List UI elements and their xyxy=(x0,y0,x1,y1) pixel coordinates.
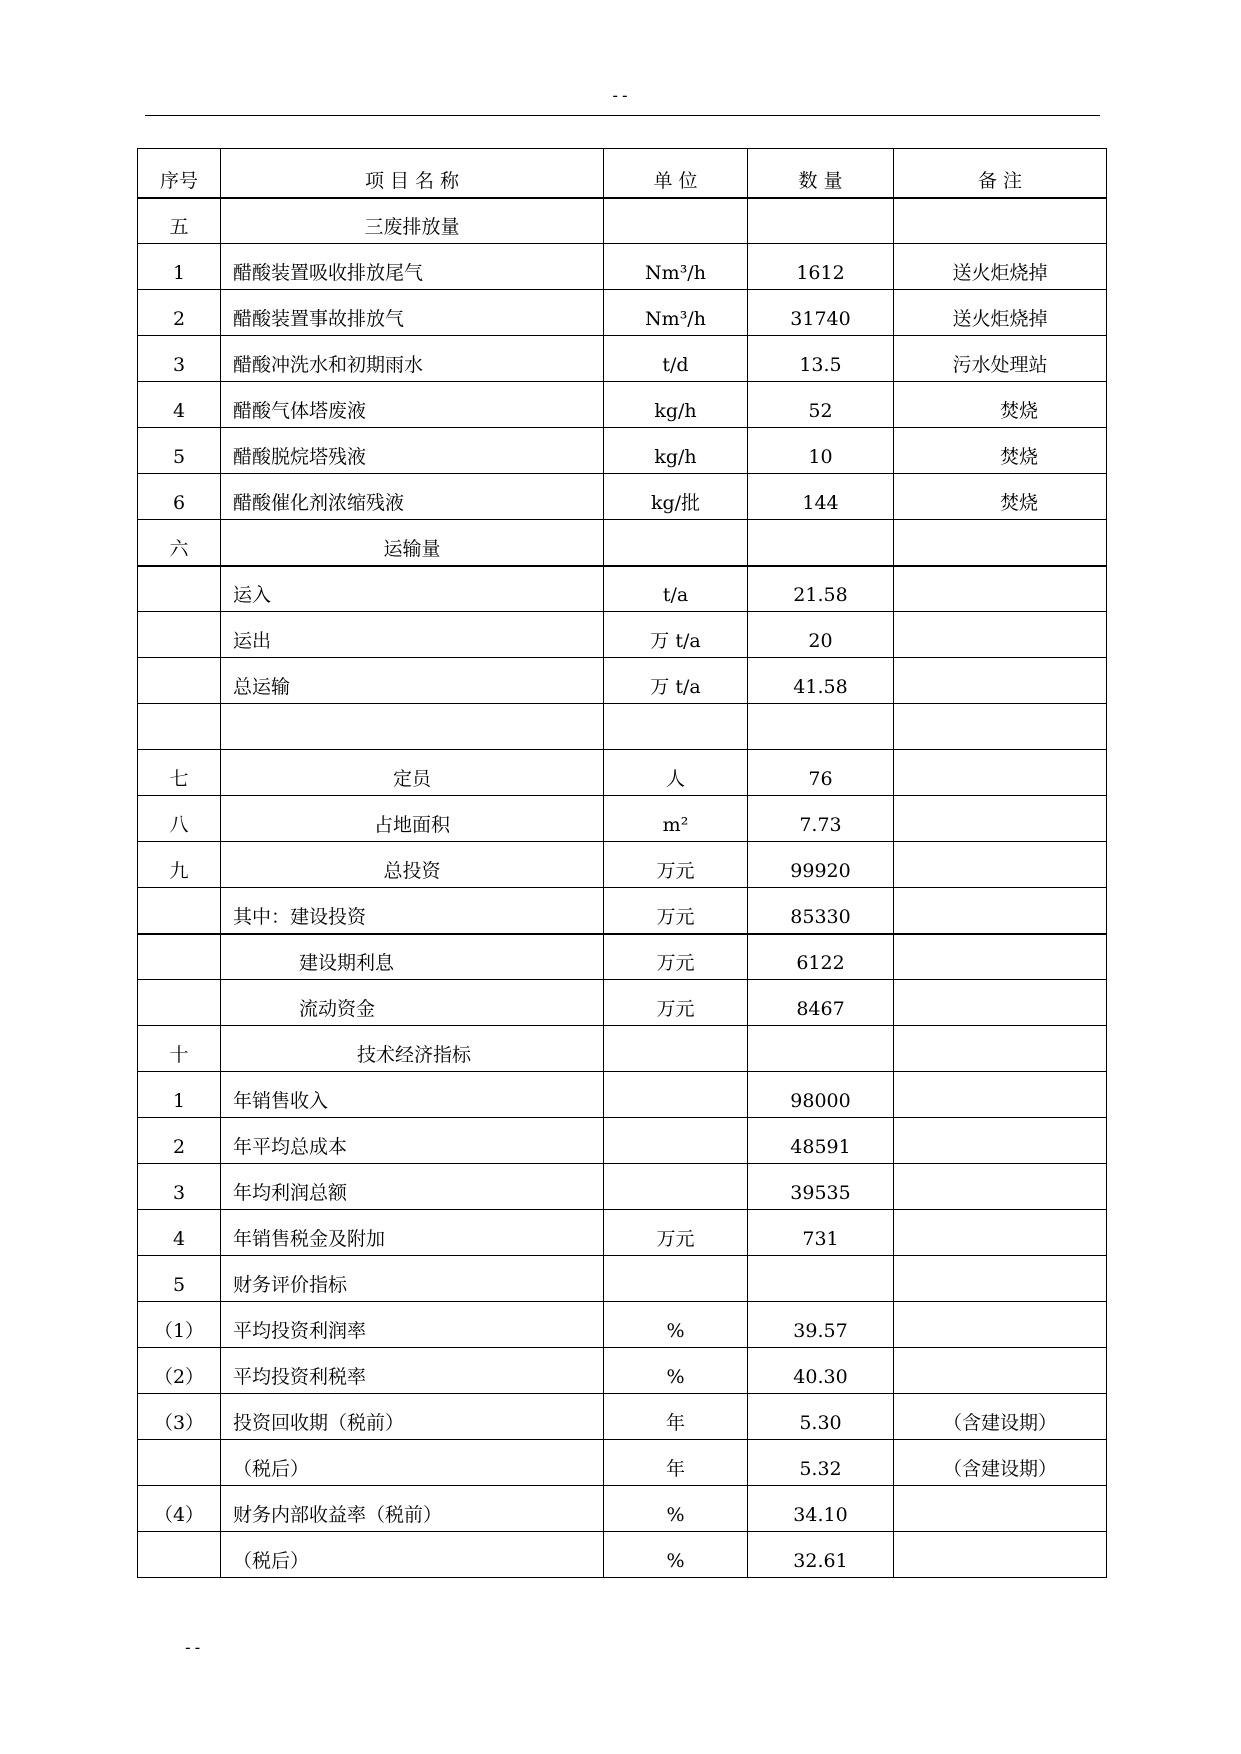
cell-unit: 万元 xyxy=(604,842,748,888)
table-row xyxy=(138,1440,1107,1486)
cell-unit xyxy=(604,1256,748,1302)
cell-unit: % xyxy=(604,1532,748,1578)
cell-seq xyxy=(138,980,221,1026)
table-row xyxy=(138,428,1107,474)
cell-seq: 1 xyxy=(138,1072,221,1118)
cell-remark xyxy=(894,1486,1107,1532)
cell-qty: 10 xyxy=(748,428,894,474)
cell-qty: 48591 xyxy=(748,1118,894,1164)
cell-unit: kg/h xyxy=(604,428,748,474)
cell-name xyxy=(221,704,604,750)
cell-qty: 39.57 xyxy=(748,1302,894,1348)
cell-unit: % xyxy=(604,1302,748,1348)
cell-name: 年销售收入 xyxy=(221,1072,604,1118)
cell-qty xyxy=(748,198,894,244)
cell-unit: 年 xyxy=(604,1394,748,1440)
cell-unit xyxy=(604,520,748,566)
cell-remark xyxy=(894,1256,1107,1302)
cell-qty: 34.10 xyxy=(748,1486,894,1532)
table-row xyxy=(138,934,1107,980)
cell-seq: 七 xyxy=(138,750,221,796)
table-row xyxy=(138,1532,1107,1578)
cell-seq xyxy=(138,704,221,750)
cell-qty: 20 xyxy=(748,612,894,658)
cell-seq xyxy=(138,1532,221,1578)
table-row xyxy=(138,336,1107,382)
cell-unit: 万元 xyxy=(604,934,748,980)
cell-seq: 5 xyxy=(138,1256,221,1302)
table-row xyxy=(138,1072,1107,1118)
header-name: 项 目 名 称 xyxy=(221,149,604,198)
page-header-mark: -- xyxy=(610,86,630,105)
cell-name: （税后） xyxy=(221,1440,604,1486)
cell-name: 总运输 xyxy=(221,658,604,704)
cell-unit: kg/h xyxy=(604,382,748,428)
cell-remark xyxy=(894,658,1107,704)
cell-remark xyxy=(894,980,1107,1026)
cell-remark xyxy=(894,1210,1107,1256)
cell-qty: 13.5 xyxy=(748,336,894,382)
cell-remark xyxy=(894,1164,1107,1210)
cell-unit xyxy=(604,1072,748,1118)
cell-remark xyxy=(894,704,1107,750)
cell-qty: 6122 xyxy=(748,934,894,980)
cell-seq: 3 xyxy=(138,1164,221,1210)
cell-unit xyxy=(604,1164,748,1210)
cell-unit: Nm³/h xyxy=(604,290,748,336)
cell-seq xyxy=(138,888,221,934)
cell-remark xyxy=(894,888,1107,934)
cell-remark xyxy=(894,1118,1107,1164)
cell-name: 流动资金 xyxy=(221,980,604,1026)
cell-name: 平均投资利润率 xyxy=(221,1302,604,1348)
cell-unit: Nm³/h xyxy=(604,244,748,290)
table-row xyxy=(138,980,1107,1026)
cell-seq: 1 xyxy=(138,244,221,290)
table-header-row xyxy=(138,149,1107,198)
cell-qty: 85330 xyxy=(748,888,894,934)
cell-qty: 98000 xyxy=(748,1072,894,1118)
cell-remark: 焚烧 xyxy=(894,428,1107,474)
cell-seq: （4） xyxy=(138,1486,221,1532)
cell-remark: 送火炬烧掉 xyxy=(894,290,1107,336)
table-row xyxy=(138,474,1107,520)
cell-remark xyxy=(894,1072,1107,1118)
cell-seq: （2） xyxy=(138,1348,221,1394)
table-row xyxy=(138,382,1107,428)
cell-seq: （1） xyxy=(138,1302,221,1348)
cell-name: 醋酸气体塔废液 xyxy=(221,382,604,428)
cell-name: 财务评价指标 xyxy=(221,1256,604,1302)
cell-name: 年均利润总额 xyxy=(221,1164,604,1210)
cell-unit: kg/批 xyxy=(604,474,748,520)
cell-qty: 144 xyxy=(748,474,894,520)
cell-name: 运入 xyxy=(221,566,604,612)
cell-name: 技术经济指标 xyxy=(221,1026,604,1072)
cell-qty: 5.30 xyxy=(748,1394,894,1440)
header-remark: 备 注 xyxy=(894,149,1107,198)
cell-qty: 21.58 xyxy=(748,566,894,612)
table-row xyxy=(138,750,1107,796)
cell-seq xyxy=(138,934,221,980)
cell-qty: 52 xyxy=(748,382,894,428)
cell-unit: 万 t/a xyxy=(604,612,748,658)
cell-seq: 五 xyxy=(138,198,221,244)
table-row xyxy=(138,1210,1107,1256)
table-row xyxy=(138,842,1107,888)
cell-remark: 焚烧 xyxy=(894,382,1107,428)
cell-remark xyxy=(894,750,1107,796)
cell-qty: 32.61 xyxy=(748,1532,894,1578)
table-row xyxy=(138,704,1107,750)
cell-name: 年销售税金及附加 xyxy=(221,1210,604,1256)
cell-name: 醋酸催化剂浓缩残液 xyxy=(221,474,604,520)
cell-seq xyxy=(138,566,221,612)
cell-qty: 39535 xyxy=(748,1164,894,1210)
cell-seq xyxy=(138,658,221,704)
table-row xyxy=(138,198,1107,244)
cell-name: 平均投资利税率 xyxy=(221,1348,604,1394)
cell-qty: 731 xyxy=(748,1210,894,1256)
cell-remark xyxy=(894,1532,1107,1578)
cell-seq xyxy=(138,612,221,658)
cell-remark xyxy=(894,1302,1107,1348)
cell-unit: t/a xyxy=(604,566,748,612)
table-row xyxy=(138,244,1107,290)
cell-remark: 送火炬烧掉 xyxy=(894,244,1107,290)
cell-remark: 污水处理站 xyxy=(894,336,1107,382)
cell-qty: 31740 xyxy=(748,290,894,336)
table-row xyxy=(138,1026,1107,1072)
cell-qty: 7.73 xyxy=(748,796,894,842)
cell-qty: 41.58 xyxy=(748,658,894,704)
table-row xyxy=(138,566,1107,612)
cell-name: 醋酸冲洗水和初期雨水 xyxy=(221,336,604,382)
cell-seq: 八 xyxy=(138,796,221,842)
table-row xyxy=(138,1394,1107,1440)
cell-qty: 8467 xyxy=(748,980,894,1026)
cell-name: 三废排放量 xyxy=(221,198,604,244)
header-qty: 数 量 xyxy=(748,149,894,198)
cell-qty xyxy=(748,520,894,566)
cell-unit xyxy=(604,1026,748,1072)
cell-seq: 4 xyxy=(138,1210,221,1256)
cell-unit: 万 t/a xyxy=(604,658,748,704)
cell-qty: 99920 xyxy=(748,842,894,888)
cell-qty xyxy=(748,1026,894,1072)
cell-remark xyxy=(894,520,1107,566)
cell-remark xyxy=(894,566,1107,612)
cell-seq xyxy=(138,1440,221,1486)
table-row xyxy=(138,520,1107,566)
cell-seq: 5 xyxy=(138,428,221,474)
cell-remark xyxy=(894,198,1107,244)
cell-seq: 2 xyxy=(138,1118,221,1164)
table-row xyxy=(138,290,1107,336)
cell-remark xyxy=(894,842,1107,888)
cell-remark xyxy=(894,1348,1107,1394)
cell-remark: 焚烧 xyxy=(894,474,1107,520)
cell-name: 占地面积 xyxy=(221,796,604,842)
cell-name: 运出 xyxy=(221,612,604,658)
cell-name: 年平均总成本 xyxy=(221,1118,604,1164)
cell-name: 定员 xyxy=(221,750,604,796)
cell-unit: 万元 xyxy=(604,980,748,1026)
cell-name: 财务内部收益率（税前） xyxy=(221,1486,604,1532)
cell-seq: 4 xyxy=(138,382,221,428)
table-row xyxy=(138,658,1107,704)
cell-name: 总投资 xyxy=(221,842,604,888)
cell-qty: 40.30 xyxy=(748,1348,894,1394)
cell-unit: 万元 xyxy=(604,888,748,934)
cell-name: 运输量 xyxy=(221,520,604,566)
cell-seq: 九 xyxy=(138,842,221,888)
cell-unit: t/d xyxy=(604,336,748,382)
cell-name: 建设期利息 xyxy=(221,934,604,980)
cell-unit xyxy=(604,198,748,244)
header-seq: 序号 xyxy=(138,149,221,198)
table-row xyxy=(138,612,1107,658)
cell-unit: m² xyxy=(604,796,748,842)
page-footer-mark: -- xyxy=(183,1638,203,1657)
cell-seq: 2 xyxy=(138,290,221,336)
cell-remark xyxy=(894,934,1107,980)
cell-name: 醋酸脱烷塔残液 xyxy=(221,428,604,474)
cell-name: 醋酸装置事故排放气 xyxy=(221,290,604,336)
cell-unit: 年 xyxy=(604,1440,748,1486)
cell-seq: 六 xyxy=(138,520,221,566)
table-row xyxy=(138,1348,1107,1394)
cell-seq: 3 xyxy=(138,336,221,382)
table-row xyxy=(138,888,1107,934)
cell-unit: % xyxy=(604,1486,748,1532)
table-row xyxy=(138,1486,1107,1532)
table-row xyxy=(138,796,1107,842)
table-row xyxy=(138,1118,1107,1164)
cell-seq: （3） xyxy=(138,1394,221,1440)
cell-unit xyxy=(604,1118,748,1164)
cell-qty: 5.32 xyxy=(748,1440,894,1486)
cell-name: （税后） xyxy=(221,1532,604,1578)
header-unit: 单 位 xyxy=(604,149,748,198)
table-row xyxy=(138,1256,1107,1302)
cell-name: 其中：建设投资 xyxy=(221,888,604,934)
cell-qty xyxy=(748,704,894,750)
table-row xyxy=(138,1164,1107,1210)
cell-seq: 6 xyxy=(138,474,221,520)
cell-unit: % xyxy=(604,1348,748,1394)
cell-qty xyxy=(748,1256,894,1302)
cell-unit: 人 xyxy=(604,750,748,796)
header-rule xyxy=(145,115,1100,116)
cell-remark xyxy=(894,612,1107,658)
cell-remark: （含建设期） xyxy=(894,1394,1107,1440)
cell-remark: （含建设期） xyxy=(894,1440,1107,1486)
cell-qty: 1612 xyxy=(748,244,894,290)
cell-remark xyxy=(894,796,1107,842)
cell-seq: 十 xyxy=(138,1026,221,1072)
cell-name: 醋酸装置吸收排放尾气 xyxy=(221,244,604,290)
data-table xyxy=(137,148,1107,1578)
cell-name: 投资回收期（税前） xyxy=(221,1394,604,1440)
table-row xyxy=(138,1302,1107,1348)
cell-remark xyxy=(894,1026,1107,1072)
cell-unit xyxy=(604,704,748,750)
cell-qty: 76 xyxy=(748,750,894,796)
cell-unit: 万元 xyxy=(604,1210,748,1256)
